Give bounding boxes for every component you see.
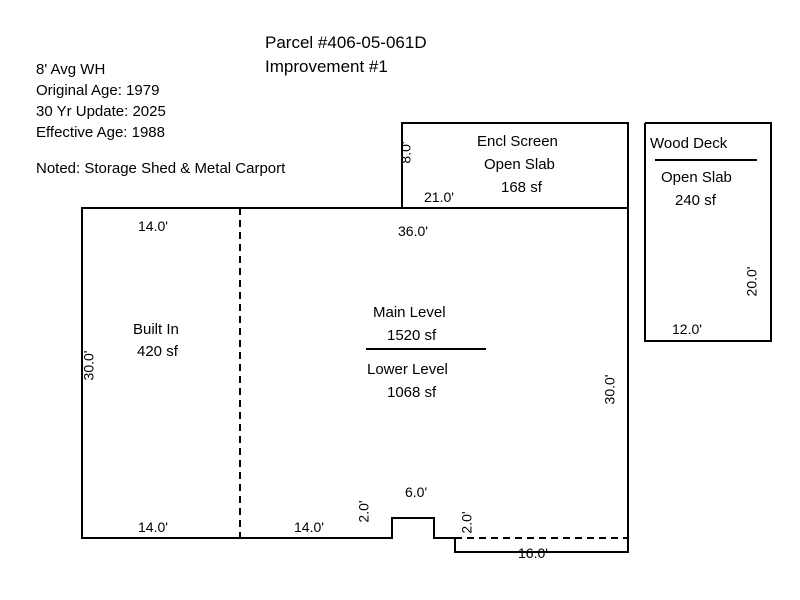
- main-level-area: 1520 sf: [387, 327, 437, 344]
- encl-screen-label: Encl Screen: [477, 133, 558, 150]
- note-effective-age: Effective Age: 1988: [36, 124, 165, 141]
- note-avg-wall-height: 8' Avg WH: [36, 61, 106, 78]
- lower-level-area: 1068 sf: [387, 384, 437, 401]
- built-in-label: Built In: [133, 321, 179, 338]
- encl-screen-sublabel: Open Slab: [484, 156, 555, 173]
- dim-deck-right: 20.0': [743, 266, 760, 297]
- dim-deck-bottom: 12.0': [672, 321, 702, 337]
- dim-main-top: 36.0': [398, 223, 428, 239]
- lower-level-label: Lower Level: [367, 361, 448, 378]
- wood-deck-sublabel: Open Slab: [661, 169, 732, 186]
- dim-main-right: 30.0': [601, 374, 618, 405]
- dim-jog-right: 2.0': [458, 511, 475, 534]
- wood-deck-outline: [645, 123, 771, 341]
- dim-built-in-left: 30.0': [80, 350, 97, 381]
- note-noted-features: Noted: Storage Shed & Metal Carport: [36, 160, 286, 177]
- page-title-line2: Improvement #1: [265, 57, 388, 76]
- page-title-line1: Parcel #406-05-061D: [265, 33, 427, 52]
- wood-deck-label: Wood Deck: [650, 135, 728, 152]
- dim-jog-left: 2.0': [355, 500, 372, 523]
- encl-screen-area: 168 sf: [501, 179, 542, 196]
- built-in-area: 420 sf: [137, 343, 178, 360]
- main-level-label: Main Level: [373, 304, 446, 321]
- dim-encl-left: 8.0': [397, 141, 414, 164]
- dim-built-in-top: 14.0': [138, 218, 168, 234]
- note-original-age: Original Age: 1979: [36, 82, 160, 99]
- dim-built-in-bottom: 14.0': [138, 519, 168, 535]
- dim-bottom-right: 16.0': [518, 545, 548, 561]
- dim-main-bottom-left: 14.0': [294, 519, 324, 535]
- wood-deck-area: 240 sf: [675, 192, 716, 209]
- dim-encl-bottom: 21.0': [424, 189, 454, 205]
- note-30yr-update: 30 Yr Update: 2025: [36, 103, 166, 120]
- dim-jog-top: 6.0': [405, 484, 428, 500]
